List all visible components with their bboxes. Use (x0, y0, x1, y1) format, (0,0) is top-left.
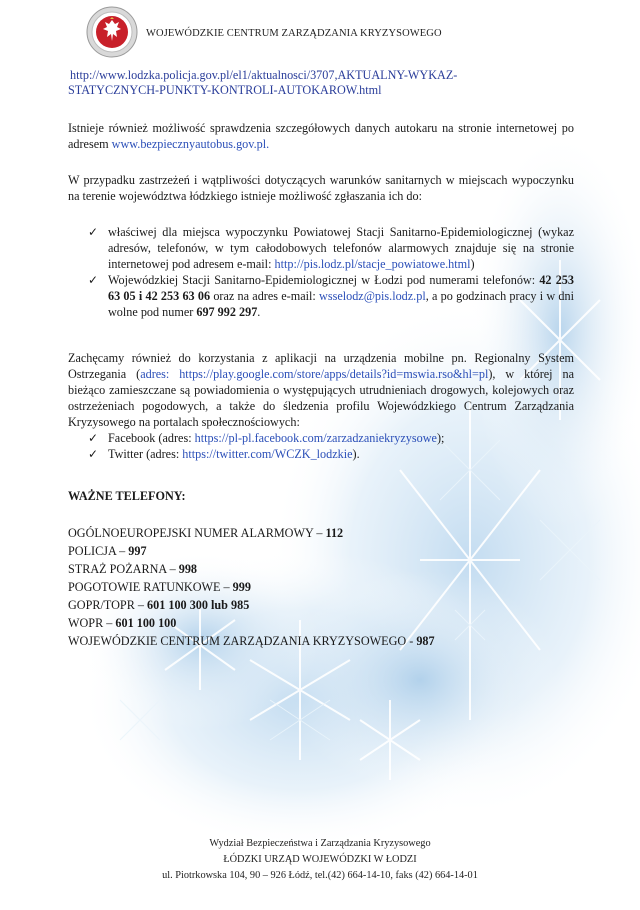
paragraph-sanitary: W przypadku zastrzeżeń i wątpliwości dotyczących warunków sanitarnych w miejscach wypoczynku na terenie województwa łódzkiego istnieje możliwość zgłaszania ich do: (68, 173, 574, 203)
twitter-link[interactable]: https://twitter.com/WCZK_lodzkie (182, 447, 353, 461)
list-item: ✓ Facebook (adres: https://pl-pl.facebook.com/zarzadzaniekryzysowe); (88, 431, 445, 445)
footer-address: ul. Piotrkowska 104, 90 – 926 Łódź, tel.(42) 664-14-10, faks (42) 664-14-01 (162, 870, 478, 881)
wsse-email-link[interactable]: wsselodz@pis.lodz.pl (319, 289, 426, 303)
url-line-2: STATYCZNYCH-PUNKTY-KONTROLI-AUTOKAROW.html (68, 83, 382, 97)
url-line-1: http://www.lodzka.policja.gov.pl/el1/aktualnosci/3707,AKTUALNY-WYKAZ- (70, 68, 458, 82)
sanepid-list (86, 224, 574, 320)
list-item: ✓ Wojewódzkiej Stacji Sanitarno-Epidemiologicznej w Łodzi pod numerami telefonów: 42 253 63 05 i 42 253 63 06 oraz na adres e-mail: wsselodz@pis.lodz.pl, a po godzinach pracy i w dni wolne pod numer 697 992 297. (88, 273, 574, 319)
polish-eagle-emblem-icon (86, 6, 138, 58)
wsse-phone-numbers: 42 253 63 05 i 42 253 63 06 (108, 273, 574, 303)
check-icon: ✓ (88, 431, 99, 445)
check-icon: ✓ (88, 447, 99, 461)
list-item: ✓ Twitter (adres: https://twitter.com/WCZK_lodzkie). (88, 447, 360, 461)
phone-item: POGOTOWIE RATUNKOWE – 999 (68, 580, 251, 594)
rso-app-link[interactable]: adres: https://play.google.com/store/apps/details?id=mswia.rso&hl=pl (140, 367, 489, 381)
social-list (86, 430, 574, 462)
phone-item: WOJEWÓDZKIE CENTRUM ZARZĄDZANIA KRYZYSOWEGO - 987 (68, 634, 435, 648)
phone-item: OGÓLNOEUROPEJSKI NUMER ALARMOWY – 112 (68, 526, 344, 540)
list-item: ✓ właściwej dla miejsca wypoczynku Powiatowej Stacji Sanitarno-Epidemiologicznej (wykaz adresów, telefonów, w tym całodobowych telefonów alarmowych znajduje się na stronie internetowej pod adresem e-mail: http://pis.lodz.pl/stacje_powiatowe.html) (88, 225, 574, 271)
footer-office: ŁÓDZKI URZĄD WOJEWÓDZKI W ŁODZI (223, 854, 417, 865)
wsse-after-hours-number: 697 992 297 (196, 305, 258, 319)
footer-department: Wydział Bezpieczeństwa i Zarządzania Kryzysowego (209, 838, 431, 849)
phone-item: POLICJA – 997 (68, 544, 147, 558)
letterhead (86, 8, 442, 56)
paragraph-text: Istnieje również możliwość sprawdzenia szczegółowych danych autokaru na stronie internetowej po adresem (68, 121, 574, 151)
phone-item: WOPR – 601 100 100 (68, 616, 177, 630)
check-icon: ✓ (88, 273, 99, 287)
phones-list (68, 524, 574, 650)
phone-item: STRAŻ POŻARNA – 998 (68, 562, 197, 576)
phone-item: GOPR/TOPR – 601 100 300 lub 985 (68, 598, 250, 612)
paragraph-rso-app: Zachęcamy również do korzystania z aplikacji na urządzenia mobilne pn. Regionalny System Ostrzegania (adres: https://play.google.com/store/apps/details?id=mswia.rso&hl=pl), w której na bieżąco zamieszczane są powiadomienia o występujących utrudnieniach drogowych, kolejowych oraz ostrzeżeniach pogodowych, a także do śledzenia profilu Wojewódzkiego Centrum Zarządzania Kryzysowego na portalach społecznościowych: (68, 351, 574, 429)
footer (0, 836, 640, 884)
police-url-link[interactable] (68, 68, 574, 98)
stacje-powiatowe-link[interactable]: http://pis.lodz.pl/stacje_powiatowe.html (274, 257, 471, 271)
bezpiecznyautobus-link[interactable]: www.bezpiecznyautobus.gov.pl. (111, 137, 270, 151)
facebook-link[interactable]: https://pl-pl.facebook.com/zarzadzaniekryzysowe (194, 431, 437, 445)
header-title: WOJEWÓDZKIE CENTRUM ZARZĄDZANIA KRYZYSOWEGO (146, 28, 442, 39)
paragraph-bus-check (68, 120, 574, 152)
check-icon: ✓ (88, 225, 99, 239)
phones-heading: WAŻNE TELEFONY: (68, 489, 186, 503)
